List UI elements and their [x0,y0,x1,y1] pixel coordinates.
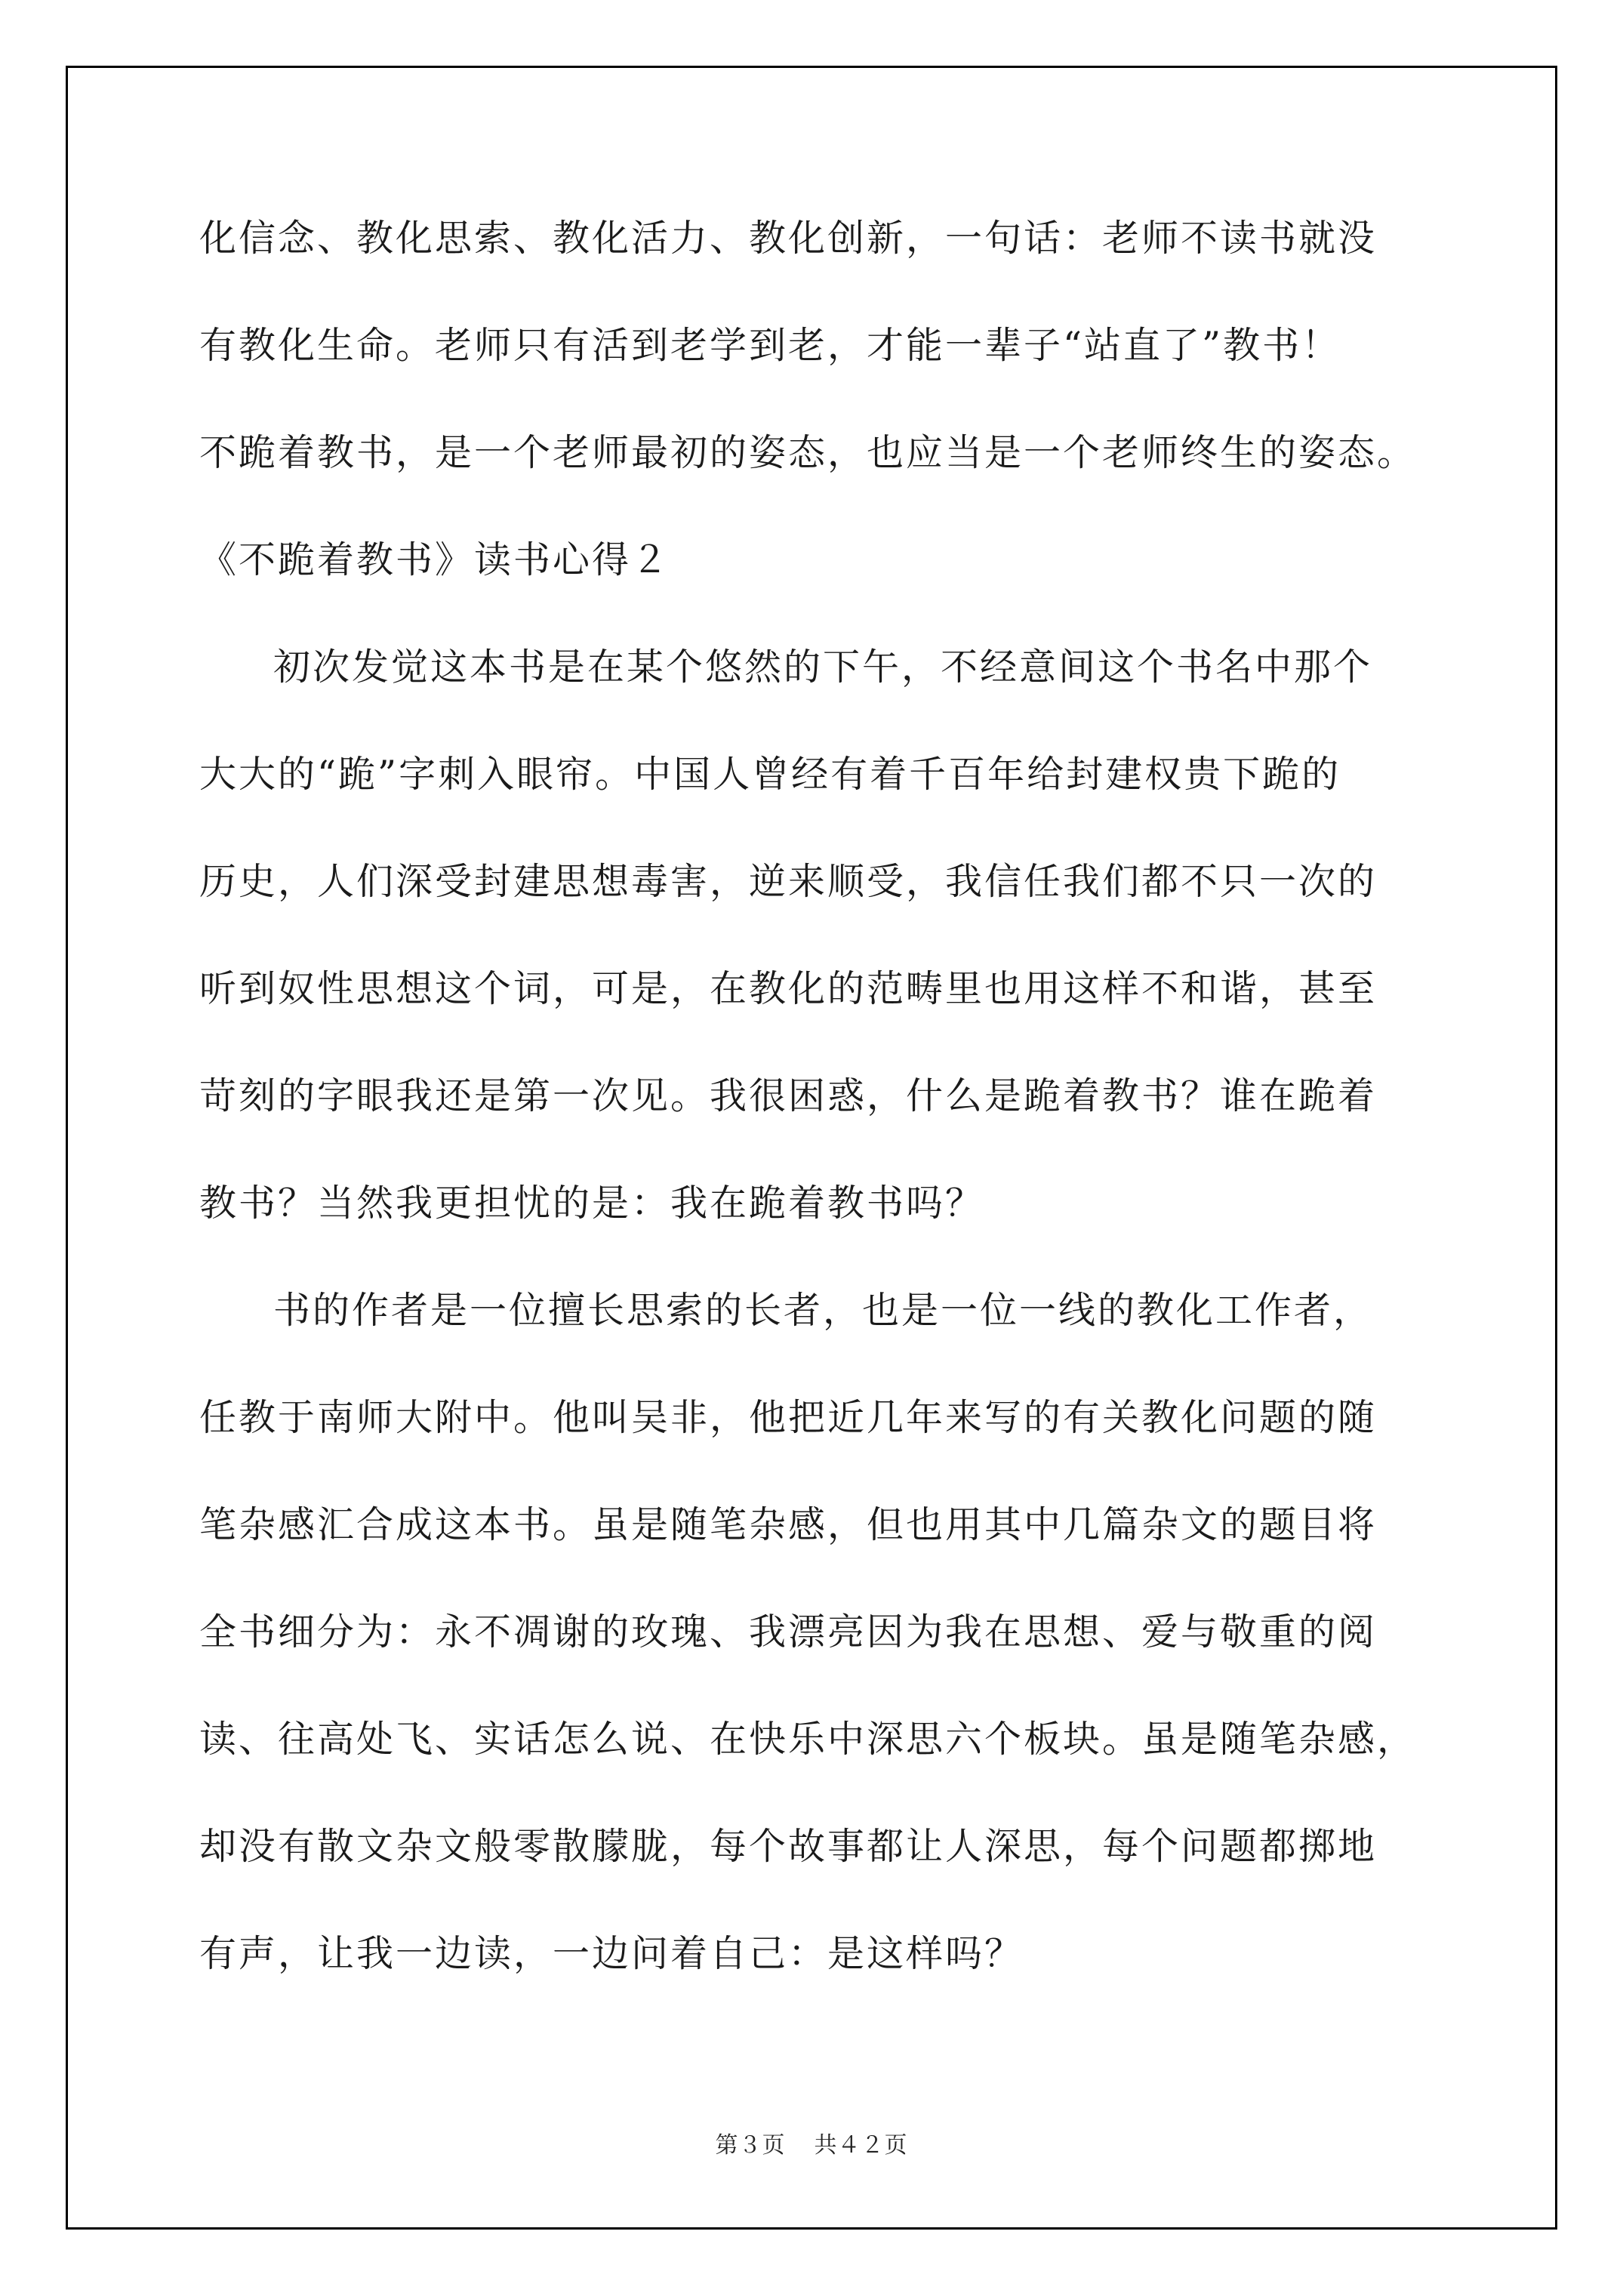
text-line: 全书细分为：永不凋谢的玫瑰、我漂亮因为我在思想、爱与敬重的阅 [199,1610,1378,1653]
text-line: 任教于南师大附中。他叫吴非，他把近几年来写的有关教化问题的随 [199,1396,1378,1439]
text-line: 有声，让我一边读，一边问着自己：是这样吗？ [199,1932,1024,1975]
document-body [199,211,1437,2034]
text-line: 化信念、教化思索、教化活力、教化创新，一句话：老师不读书就没 [199,217,1378,260]
text-line: 听到奴性思想这个词，可是，在教化的范畴里也用这样不和谐，甚至 [199,967,1378,1010]
paragraph-start-line: 书的作者是一位擅长思索的长者，也是一位一线的教化工作者， [273,1289,1373,1332]
text-line: 大大的“跪”字刺入眼帘。中国人曾经有着千百年给封建权贵下跪的 [199,753,1341,796]
text-line: 有教化生命。老师只有活到老学到老，才能一辈子“站直了”教书！ [199,324,1341,367]
text-line: 笔杂感汇合成这本书。虽是随笔杂感，但也用其中几篇杂文的题目将 [199,1503,1378,1546]
page-number: 第３页 [715,2132,786,2159]
text-line: 不跪着教书，是一个老师最初的姿态，也应当是一个老师终生的姿态。 [199,431,1417,474]
text-line: 历史，人们深受封建思想毒害，逆来顺受，我信任我们都不只一次的 [199,860,1378,903]
text-line: 读、往高处飞、实话怎么说、在快乐中深思六个板块。虽是随笔杂感， [199,1718,1417,1761]
paragraph-start-line: 初次发觉这本书是在某个悠然的下午，不经意间这个书名中那个 [273,646,1373,689]
page-total: 共４２页 [814,2132,908,2159]
text-line: 教书？当然我更担忧的是：我在跪着教书吗？ [199,1182,985,1225]
text-line: 却没有散文杂文般零散朦胧，每个故事都让人深思，每个问题都掷地 [199,1825,1378,1868]
section-heading: 《不跪着教书》读书心得２ [199,538,671,581]
page-footer [0,2131,1623,2161]
text-line: 苛刻的字眼我还是第一次见。我很困惑，什么是跪着教书？谁在跪着 [199,1074,1378,1117]
